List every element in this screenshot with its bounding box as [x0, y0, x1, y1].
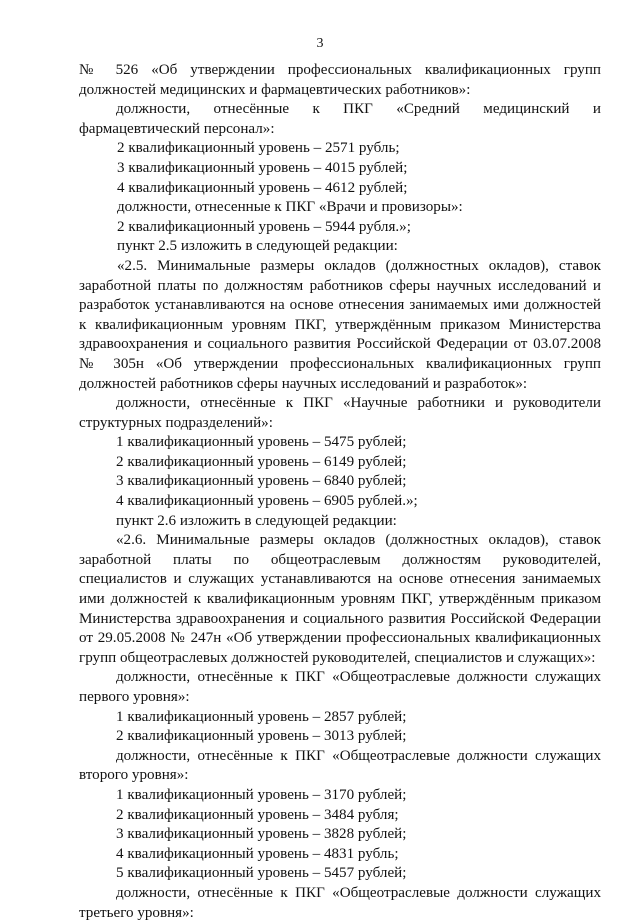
text-line: 3 квалификационный уровень – 4015 рублей;	[117, 159, 408, 176]
text-line: второго уровня»:	[79, 767, 189, 784]
text-line: фармацевтический персонал»:	[79, 120, 275, 137]
text-line: должности, отнесённые к ПКГ «Общеотраслевые должности служащих	[116, 669, 601, 686]
text-line: первого уровня»:	[79, 689, 190, 705]
text-line: пункт 2.5 изложить в следующей редакции:	[117, 238, 398, 255]
text-line: должностей медицинских и фармацевтических работников»:	[79, 81, 471, 98]
text-line: разработок устанавливаются на основе отнесения занимаемых ими должностей	[79, 297, 601, 314]
text-line: здравоохранения и социального развития Российской Федерации от 03.07.2008	[79, 336, 601, 353]
text-line: 1 квалификационный уровень – 3170 рублей;	[116, 786, 407, 803]
text-line: 4 квалификационный уровень – 4831 рубль;	[116, 845, 399, 862]
text-line: 2 квалификационный уровень – 2571 рубль;	[117, 140, 400, 157]
text-line: заработной платы по общеотраслевым должностям руководителей,	[79, 551, 601, 568]
text-line: 3 квалификационный уровень – 3828 рублей;	[116, 826, 407, 843]
text-line: от 29.05.2008 № 247н «Об утверждении профессиональных квалификационных	[79, 630, 601, 647]
text-line: к квалификационным уровням ПКГ, утверждённым приказом Министерства	[79, 316, 601, 333]
text-line: пункт 2.6 изложить в следующей редакции:	[116, 512, 397, 529]
text-line: 2 квалификационный уровень – 5944 рубля.»;	[117, 218, 411, 235]
text-line: групп общеотраслевых должностей руководителей, специалистов и служащих»:	[79, 649, 596, 666]
text-line: третьего уровня»:	[79, 904, 194, 921]
text-line: № 526 «Об утверждении профессиональных квалификационных групп	[79, 62, 601, 78]
text-line: 3 квалификационный уровень – 6840 рублей;	[116, 473, 407, 490]
text-line: должности, отнесённые к ПКГ «Научные работники и руководители	[116, 395, 601, 412]
text-line: 2 квалификационный уровень – 3484 рубля;	[116, 806, 399, 823]
text-line: структурных подразделений»:	[79, 414, 273, 431]
text-line: ими должностей к квалификационным уровням ПКГ, утверждённым приказом	[79, 591, 601, 608]
text-line: 1 квалификационный уровень – 5475 рублей;	[116, 434, 407, 451]
text-line: 2 квалификационный уровень – 6149 рублей;	[116, 453, 407, 470]
text-line: 5 квалификационный уровень – 5457 рублей;	[116, 865, 407, 882]
text-line: «2.5. Минимальные размеры окладов (должностных окладов), ставок	[117, 257, 601, 274]
text-line: должности, отнесённые к ПКГ «Общеотраслевые должности служащих	[116, 747, 601, 764]
text-line: «2.6. Минимальные размеры окладов (должностных окладов), ставок	[116, 532, 601, 549]
page-number: 3	[316, 36, 324, 51]
text-line: № 305н «Об утверждении профессиональных квалификационных групп	[79, 355, 601, 372]
text-line: должности, отнесённые к ПКГ «Общеотраслевые должности служащих	[116, 884, 601, 901]
text-line: 4 квалификационный уровень – 4612 рублей;	[117, 179, 408, 196]
text-line: 1 квалификационный уровень – 2857 рублей;	[116, 708, 407, 725]
text-line: 4 квалификационный уровень – 6905 рублей.»;	[116, 493, 418, 510]
text-line: заработной платы по должностям работников сферы научных исследований и	[79, 277, 601, 294]
text-line: 2 квалификационный уровень – 3013 рублей;	[116, 728, 407, 745]
text-line: должности, отнесенные к ПКГ «Врачи и провизоры»:	[117, 199, 463, 216]
text-line: специалистов и служащих устанавливаются на основе отнесения занимаемых	[79, 571, 601, 588]
text-line: должности, отнесённые к ПКГ «Средний медицинский и	[116, 101, 601, 118]
document-body	[79, 61, 601, 923]
text-line: Министерства здравоохранения и социального развития Российской Федерации	[79, 610, 601, 627]
text-line: должностей работников сферы научных исследований и разработок»:	[79, 375, 528, 392]
